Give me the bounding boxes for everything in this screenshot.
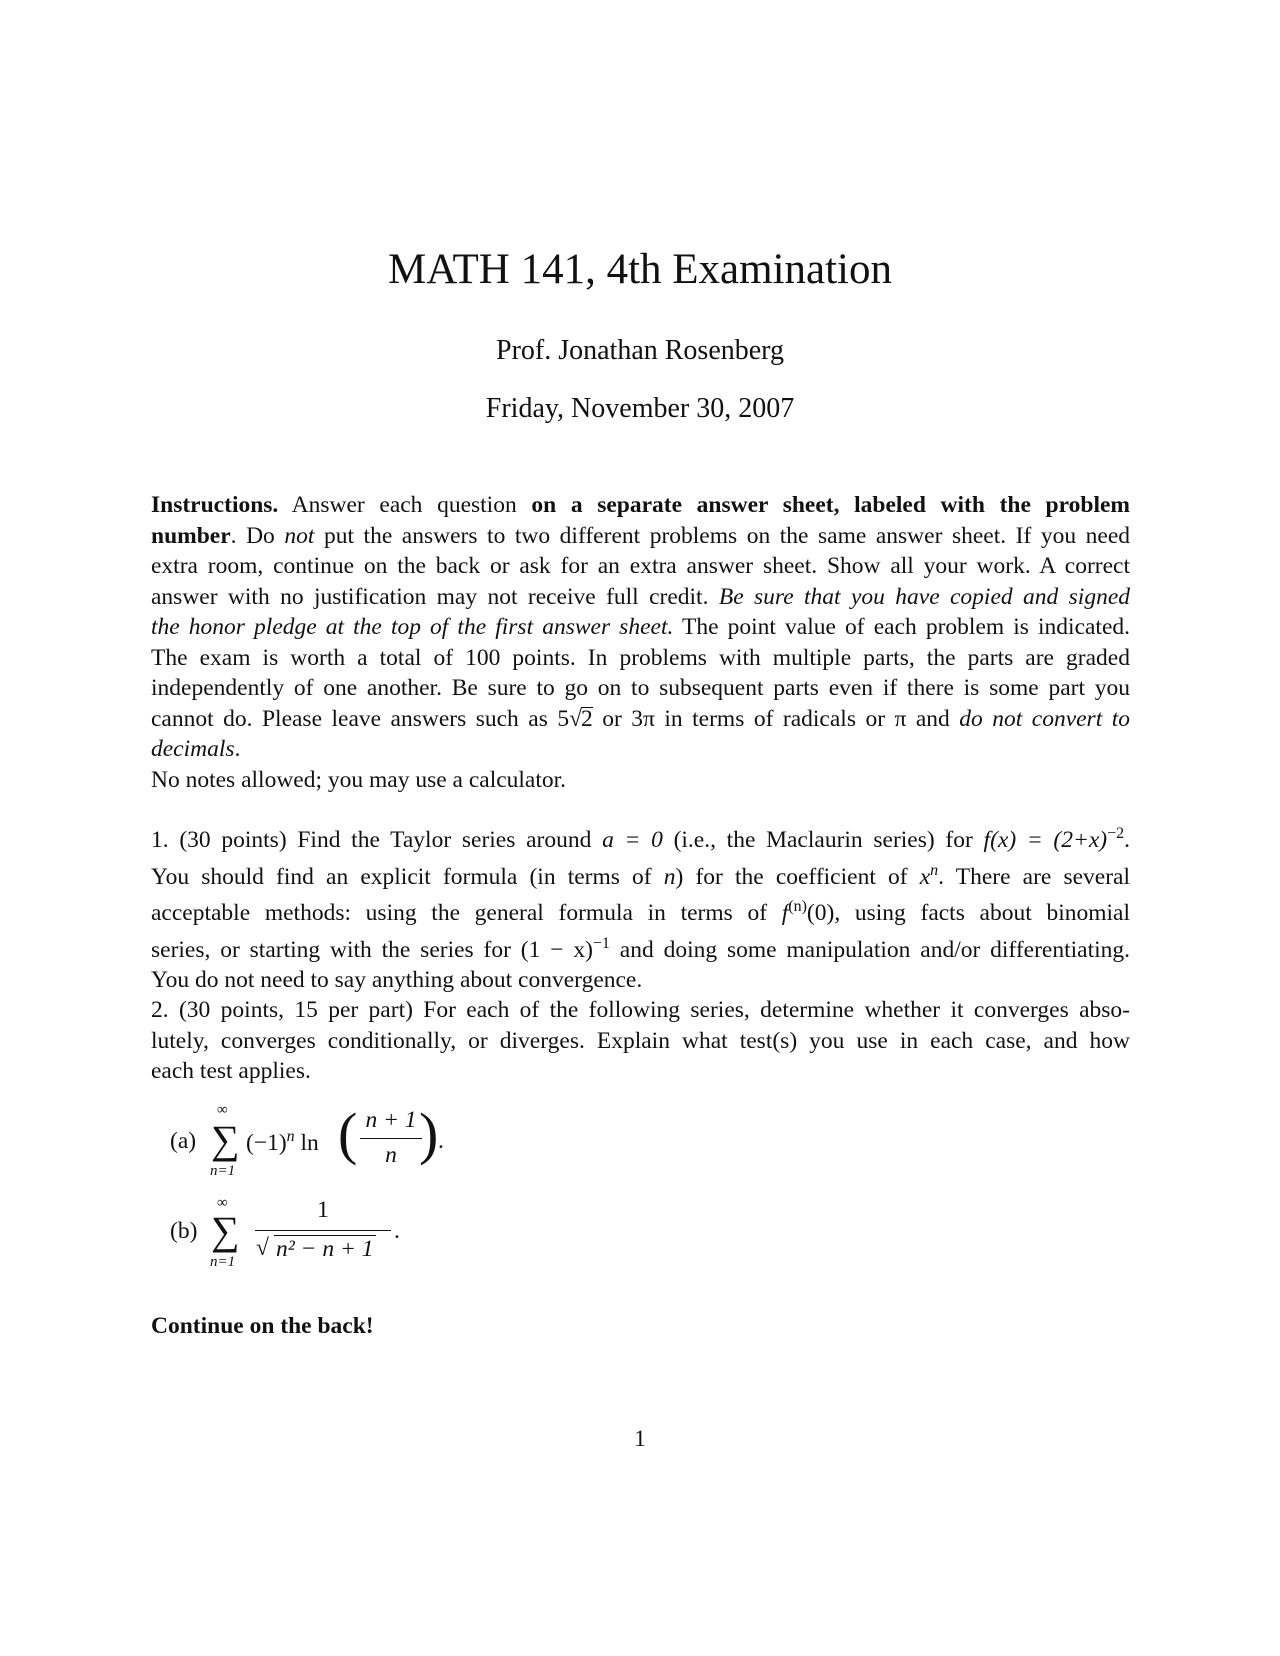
sum-sign: ∑ (211, 1117, 240, 1162)
sqrt-radicand: n² − n + 1 (276, 1236, 374, 1262)
bold-span: number (151, 522, 231, 549)
fraction-denominator: n (385, 1142, 397, 1168)
problem-2 (151, 995, 1130, 1087)
exam-date: Friday, November 30, 2007 (485, 393, 795, 424)
problem-1-line: You do not need to say anything about convergence. (151, 967, 643, 993)
continue-note: Continue on the back! (151, 1313, 374, 1339)
instructions-line (151, 490, 1130, 521)
text-span: (0), using facts about binomial (806, 900, 1130, 926)
text-span: (i.e., the Maclaurin series) for (673, 827, 973, 853)
instructions-line: No notes allowed; you may use a calculator. (151, 766, 567, 793)
part-a-label: (a) (170, 1128, 197, 1154)
problem-1-line (151, 892, 1130, 929)
math-span: f(x) = (2+x) (983, 827, 1108, 853)
sum-upper-limit: ∞ (217, 1102, 228, 1118)
sqrt-symbol: √ (569, 705, 582, 732)
text-span: ) for the coefficient of (675, 863, 908, 890)
series-term (246, 1128, 319, 1157)
italic-span: not (284, 522, 315, 549)
sum-lower-limit: n=1 (210, 1163, 236, 1179)
math-span: a = 0 (602, 827, 663, 853)
text-span: . Do (230, 522, 275, 549)
math-span: (1 − x) (520, 936, 593, 963)
log-function: ln (300, 1130, 319, 1156)
sum-sign: ∑ (211, 1208, 240, 1253)
text-span: . (234, 736, 241, 762)
instructions-line (151, 704, 1130, 735)
page-number: 1 (634, 1426, 646, 1452)
sum-lower-limit: n=1 (210, 1254, 236, 1270)
bold-span: on a separate answer sheet, labeled with the problem (531, 492, 1130, 518)
sum-upper-limit: ∞ (217, 1195, 228, 1211)
fraction-numerator: 1 (317, 1197, 329, 1223)
text-span: acceptable methods: using the general formula in terms of (151, 900, 768, 926)
instructions-paragraph (151, 490, 1130, 795)
italic-span: do not convert to (959, 705, 1130, 732)
text-span: cannot do. Please leave answers such as 5 (151, 705, 570, 732)
italic-span: decimals (151, 736, 235, 762)
problem-2-line: each test applies. (151, 1058, 311, 1084)
text-span: 1. (30 points) Find the Taylor series around (151, 827, 592, 853)
instructions-line: The exam is worth a total of 100 points. In problems with multiple parts, the parts are graded (151, 644, 1130, 671)
part-b-label: (b) (170, 1218, 198, 1244)
text-span: . (1124, 827, 1131, 853)
instructions-line: extra room, continue on the back or ask for an extra answer sheet. Show all your work. A correct (151, 553, 1130, 579)
right-paren: ) (419, 1101, 439, 1166)
text-span: put the answers to two different problems on the same answer sheet. If you need (323, 522, 1131, 549)
italic-span: the honor pledge at the top of the first answer sheet. (151, 614, 674, 640)
term-base: (−1) (246, 1130, 287, 1156)
left-paren: ( (338, 1101, 358, 1166)
math-span: n (663, 863, 676, 890)
text-span: Answer each question (291, 492, 517, 518)
text-span: You should find an explicit formula (in terms of (151, 863, 652, 890)
series-end-period: . (438, 1128, 444, 1154)
text-span: series, or starting with the series for (151, 936, 511, 963)
instructions-label: Instructions. (151, 492, 279, 518)
superscript: −1 (592, 934, 610, 952)
math-span: f (781, 900, 789, 926)
text-span: answer with no justification may not receive full credit. (151, 583, 709, 610)
instructions-line (151, 582, 1130, 613)
text-span: The point value of each problem is indicated. (682, 614, 1131, 640)
problem-1 (151, 819, 1130, 996)
superscript: (n) (788, 898, 807, 915)
fraction-bar (360, 1138, 422, 1139)
instructions-line (151, 734, 1130, 765)
italic-span: Be sure that you have copied and signed (718, 583, 1131, 610)
exam-author: Prof. Jonathan Rosenberg (496, 335, 784, 366)
superscript: −2 (1107, 825, 1125, 842)
problem-2-line: lutely, converges conditionally, or diverges. Explain what test(s) you use in each case, and how (151, 1027, 1130, 1054)
superscript: n (930, 861, 939, 879)
fraction-numerator: n + 1 (365, 1107, 417, 1133)
math-span: x (919, 863, 931, 890)
instructions-line (151, 612, 1130, 643)
series-end-period: . (394, 1218, 400, 1244)
problem-2-line: 2. (30 points, 15 per part) For each of the following series, determine whether it converges abso- (151, 997, 1130, 1023)
term-exponent: n (286, 1128, 295, 1145)
sqrt-radicand: 2 (581, 705, 593, 732)
problem-1-line (151, 929, 1130, 966)
exam-title: MATH 141, 4th Examination (387, 246, 892, 293)
text-span: . There are several (938, 863, 1130, 890)
sqrt-symbol: √ (256, 1235, 269, 1261)
instructions-line (151, 521, 1130, 552)
problem-1-line (151, 856, 1130, 893)
text-span: and doing some manipulation and/or differentiating. (619, 936, 1131, 963)
fraction-bar (255, 1230, 391, 1231)
text-span: or 3π in terms of radicals or π and (602, 705, 950, 732)
instructions-line: independently of one another. Be sure to go on to subsequent parts even if there is some part you (151, 675, 1130, 701)
problem-1-line (151, 819, 1130, 856)
